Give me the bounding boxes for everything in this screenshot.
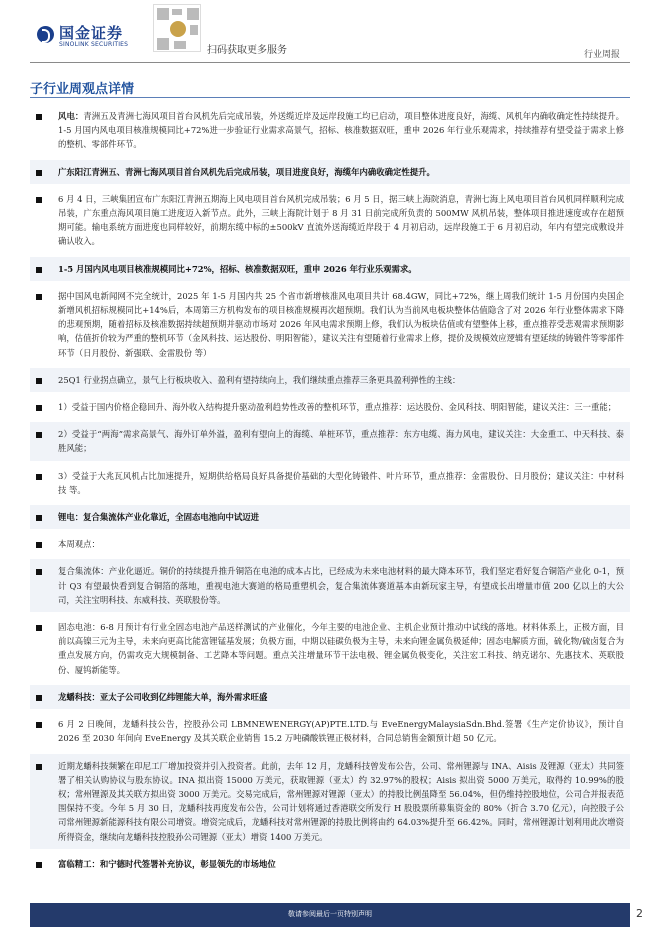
item-text: 25Q1 行业拐点确立，景气上行板块收入、盈利有望持续向上，我们继续重点推荐三条更具盈利弹性的主线：	[58, 374, 461, 385]
square-bullet-icon	[36, 625, 42, 631]
item-text: 复合集流体：产业化逼近。铜价的持续提升推升铜箔在电池的成本占比，已经成为未来电池材料的最大降本环节，我们坚定看好复合铜箔产业化 0-1，预计 Q3 有望最快看到复合铜箔的落地，重视电池大赛道的格局重塑机会，复合集流体赛道基本由新玩家主导，有望成长出增量市值 200 亿以上的大公司，关注宝明科技、东威科技、英联股份等。	[58, 566, 624, 605]
content-item	[30, 712, 630, 750]
item-lead: 风电：	[58, 111, 84, 121]
content-item	[30, 257, 630, 281]
item-text: 本周观点：	[58, 539, 100, 550]
content-item	[30, 852, 630, 876]
content-item	[30, 187, 630, 254]
square-bullet-icon	[36, 764, 42, 770]
item-text: 青洲五及青洲七海风项目首台风机先后完成吊装，外送缆近岸及远岸段施工均已启动，项目整体进度良好，海缆、风机年内确收确定性持续提升。1-5 月国内风电项目核准规模同比+72%进一步验证行业需求高景气，招标、核准数据双旺，重申 2026 年行业乐观需求，持续推荐有望受益于需求上修的整机、零部件环节。	[58, 111, 625, 150]
content-item	[30, 685, 630, 709]
content-item	[30, 532, 630, 556]
content-item	[30, 160, 630, 184]
logo-name-cn: 国金证券	[59, 24, 124, 42]
item-text: 1-5 月国内风电项目核准规模同比+72%，招标、核准数据双旺，重申 2026 年行业乐观需求。	[58, 263, 417, 274]
square-bullet-icon	[36, 114, 42, 120]
square-bullet-icon	[36, 722, 42, 728]
title-divider	[30, 97, 630, 98]
content-item	[30, 754, 630, 849]
content-item	[30, 422, 630, 460]
item-text: 龙蟠科技：亚太子公司收到亿纬锂能大单，海外需求旺盛	[58, 691, 268, 702]
item-text: 2）受益于“两海”需求高景气、海外订单外溢，盈利有望向上的海缆、单桩环节，重点推荐：东方电缆、海力风电，建议关注：大金重工、中天科技、泰胜风能；	[58, 429, 624, 454]
page-title: 子行业周观点详情	[30, 82, 135, 97]
qr-center-logo-icon	[170, 21, 186, 37]
content-item	[30, 615, 630, 682]
content-list	[30, 104, 630, 879]
square-bullet-icon	[36, 515, 42, 521]
report-header	[0, 0, 662, 62]
item-text: 6 月 4 日，三峡集团宣布广东阳江青洲五期海上风电项目首台风机完成吊装；6 月 5 日，据三峡上海院消息，青洲七海上风电项目首台风机同样顺利完成吊装，广东重点海风项目施工进度迈入新节点。此外，三峡上海院计划于 8 月 31 日前完成所负责的 500MW 风机吊装，整体项目推进速度或存在超预期可能。输电系统方面进度也同样较好，前期东缆中标的±500kV 直流外送海缆近岸段于 4 月初启动，远岸段施工于 6 月初启动，年内有望完成敷设并确认收入。	[58, 193, 624, 247]
content-item	[30, 505, 630, 529]
content-item	[30, 368, 630, 392]
qr-caption: 扫码获取更多服务	[207, 45, 287, 56]
square-bullet-icon	[36, 197, 42, 203]
item-text: 固态电池：6-8 月预计有行业全固态电池产品送样测试的产业催化，今年主要的电池企业、主机企业预计推动中试线的落地。材料体系上，正极方面，目前以高镍三元为主导，未来向更高比能富锂锰基发展；负极方面，中期以硅碳负极为主导，未来向锂金属负极延伸；固态电解质方面，硫化物/硫卤复合为重点发展方向，仍需攻克大规模制备、工艺降本等问题。重点关注增量环节干法电极、锂金属负极变化，关注宏工科技、纳克诺尔、先惠技术、英联股份、厦钨新能等。	[58, 622, 624, 675]
square-bullet-icon	[36, 542, 42, 548]
square-bullet-icon	[36, 170, 42, 176]
item-text: 据中国风电新闻网不完全统计，2025 年 1-5 月国内共 25 个省市新增核准风电项目共计 68.4GW，同比+72%，继上周我们统计 1-5 月份国内央国企新增风机招标规模同比+14%后，本周第三方机构发布的项目核准规模再次超预期。我们认为当前风电板块整体估值隐含了对 2026 年行业整体需求下降的悲观预期，随着招标及核准数据持续超预期并驱动市场对 2026 年风电需求预期上修，我们认为板块估值或有望整体上移，重点推荐受悲观需求预期影响，估值折价较为严重的整机环节（金风科技、运达股份、明阳智能），建议关注有望随着行业需求上修，提价及规模效应逻辑有望延续的铸锻件等零部件环节（日月股份、新强联、金雷股份 等）	[58, 290, 624, 358]
footer-bar	[30, 903, 630, 927]
header-divider	[30, 62, 630, 63]
content-item	[30, 395, 630, 419]
report-type-label: 行业周报	[584, 50, 621, 60]
footer-disclaimer: 敬请参阅最后一页特别声明	[288, 910, 372, 918]
square-bullet-icon	[36, 862, 42, 868]
item-text: 6 月 2 日晚间，龙蟠科技公告，控股孙公司 LBMNEWENERGY(AP)PTE.LTD.与 EveEnergyMalaysiaSdn.Bhd.签署《生产定价协议》，预计自 2026 至 2030 年间向 EveEnergy 及其关联企业销售 15.2 万吨磷酸铁锂正极材料，合同总销售金额预计超 50 亿元。	[58, 719, 624, 744]
content-item	[30, 284, 630, 365]
item-text: 近期龙蟠科技频繁在印尼工厂增加投资并引入投资者。此前，去年 12 月，龙蟠科技曾发布公告，公司、常州锂源与 INA、Aisis 及锂源（亚太）共同签署了相关认购协议与股东协议。INA 拟出资 15000 万美元，获取锂源（亚太）约 32.97%的股权；Aisis 拟出资 5000 万美元，取得约 10.99%的股权；常州锂源及其关联方拟出资 3000 万美元。交易完成后，常州锂源对锂源（亚太）的持股比例虽降至 56.04%，但仍维持控股地位，公司合并报表范围保持不变。今年 5 月 30 日，龙蟠科技再度发布公告，公司计划将通过香港联交所发行 H 股股票所募集资金的 80%（折合 3.70 亿元），向控股子公司常州锂源新能源科技有限公司增资。增资完成后，龙蟠科技对常州锂源的持股比例将由约 64.03%提升至 66.42%。同时，常州锂源计划利用此次增资所得资金，继续向龙蟠科技控股孙公司锂源（亚太）增资 1400 万美元。	[58, 760, 624, 842]
qr-code[interactable]	[153, 4, 201, 52]
page-number: 2	[636, 907, 643, 920]
square-bullet-icon	[36, 267, 42, 273]
content-item	[30, 104, 630, 157]
sinolink-logo-icon	[37, 26, 54, 43]
item-text: 广东阳江青洲五、青洲七海风项目首台风机先后完成吊装，项目进度良好，海缆年内确收确定性提升。	[58, 166, 435, 177]
item-text: 锂电：复合集流体产业化靠近，全固态电池向中试迈进	[58, 512, 259, 523]
square-bullet-icon	[36, 378, 42, 384]
square-bullet-icon	[36, 294, 42, 300]
square-bullet-icon	[36, 405, 42, 411]
content-item	[30, 464, 630, 502]
square-bullet-icon	[36, 432, 42, 438]
square-bullet-icon	[36, 695, 42, 701]
item-text: 3）受益于大兆瓦风机占比加速提升，短期供给格局良好具备提价基础的大型化铸锻件、叶片环节，重点推荐：金雷股份、日月股份；建议关注：中材科技 等。	[58, 470, 624, 495]
item-text: 富临精工：和宁德时代签署补充协议，彰显领先的市场地位	[58, 858, 276, 869]
content-item	[30, 559, 630, 612]
square-bullet-icon	[36, 569, 42, 575]
square-bullet-icon	[36, 474, 42, 480]
item-text: 1）受益于国内价格企稳回升、海外收入结构提升驱动盈利趋势性改善的整机环节，重点推荐：运达股份、金风科技、明阳智能，建议关注：三一重能；	[58, 402, 617, 413]
logo-name-en: SINOLINK SECURITIES	[59, 41, 129, 48]
